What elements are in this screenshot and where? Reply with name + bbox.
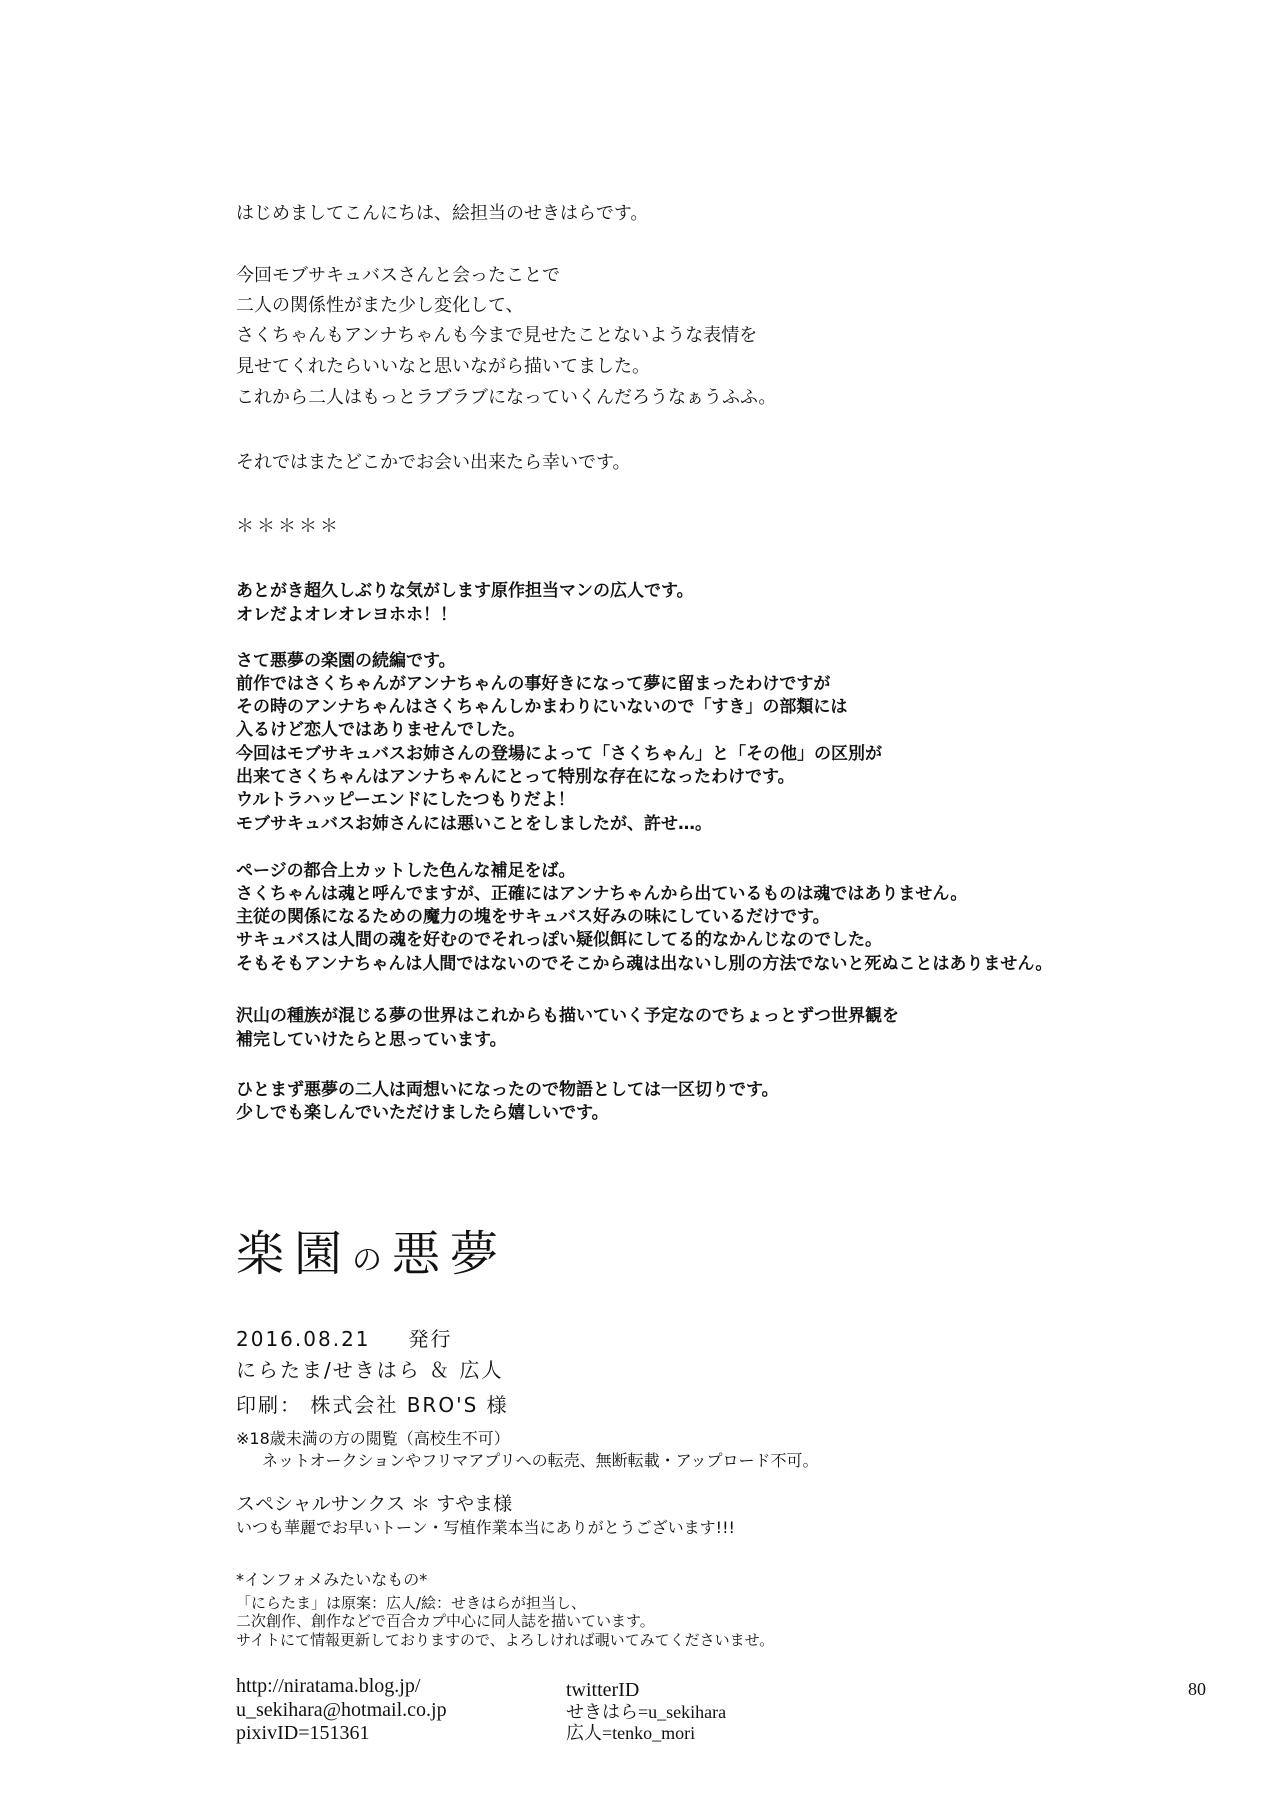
afterword-line: ひとまず悪夢の二人は両想いになったので物語としては一区切りです。 <box>236 1080 779 1100</box>
printer: 印刷： 株式会社 BRO'S 様 <box>236 1393 509 1417</box>
issue-date-line <box>236 1329 453 1349</box>
info-line: 「にらたま」は原案：広人/絵：せきはらが担当し、 <box>236 1594 587 1612</box>
special-thanks-title: スペシャルサンクス ＊ すやま様 <box>236 1493 513 1515</box>
email: u_sekihara@hotmail.co.jp <box>236 1699 447 1721</box>
afterword-line: サキュバスは人間の魂を好むのでそれっぽい疑似餌にしてる的なかんじなのでした。 <box>236 930 882 950</box>
afterword-line: モブサキュバスお姉さんには悪いことをしましたが、許せ…。 <box>236 814 712 834</box>
afterword-line: さくちゃんは魂と呼んでますが、正確にはアンナちゃんから出ているものは魂ではありません。 <box>236 884 968 904</box>
special-thanks-text: いつも華麗でお早いトーン・写植作業本当にありがとうございます!!! <box>236 1518 735 1537</box>
greeting-line: 今回モブサキュバスさんと会ったことで <box>236 265 560 286</box>
afterword-line: 前作ではさくちゃんがアンナちゃんの事好きになって夢に留まったわけですが <box>236 674 831 694</box>
afterword-line: ウルトラハッピーエンドにしたつもりだよ！ <box>236 790 575 810</box>
afterword-line: 補完していけたらと思っています。 <box>236 1030 507 1050</box>
blog-url: http://niratama.blog.jp/ <box>236 1675 421 1697</box>
afterword-line: さて悪夢の楽園の続編です。 <box>236 651 456 671</box>
greeting-line: さくちゃんもアンナちゃんも今まで見せたことないような表情を <box>236 325 758 346</box>
afterword-line: その時のアンナちゃんはさくちゃんしかまわりにいないので「すき」の部類には <box>236 697 848 717</box>
afterword-line: 沢山の種族が混じる夢の世界はこれからも描いていく予定なのでちょっとずつ世界観を <box>236 1006 899 1026</box>
book-title-part: 楽園 <box>236 1226 353 1282</box>
afterword-line: 出来てさくちゃんはアンナちゃんにとって特別な存在になったわけです。 <box>236 767 795 787</box>
afterword-line: オレだよオレオレヨホホ！！ <box>236 605 457 625</box>
page-number: 80 <box>1188 1679 1206 1699</box>
greeting-line: 二人の関係性がまた少し変化して、 <box>236 295 524 316</box>
greeting-line: これから二人はもっとラブラブになっていくんだろうなぁうふふ。 <box>236 387 777 408</box>
greeting-line: はじめましてこんにちは、絵担当のせきはらです。 <box>236 203 649 224</box>
book-title-part: 悪夢 <box>392 1226 509 1282</box>
greeting-line: 見せてくれたらいいなと思いながら描いてました。 <box>236 356 650 377</box>
afterword-line: 入るけど恋人ではありませんでした。 <box>236 720 525 740</box>
info-line: サイトにて情報更新しておりますので、よろしければ覗いてみてくださいませ。 <box>236 1631 775 1649</box>
authors: にらたま/せきはら ＆ 広人 <box>236 1358 504 1382</box>
twitter-hiroto: 広人=tenko_mori <box>566 1723 696 1743</box>
book-title-particle: の <box>352 1243 393 1278</box>
greeting-line: それではまたどこかでお会い出来たら幸いです。 <box>236 452 631 473</box>
twitter-sekihara: せきはら=u_sekihara <box>566 1702 727 1722</box>
issue-date: 2016.08.21 <box>236 1327 371 1351</box>
pixiv-id: pixivID=151361 <box>236 1722 370 1744</box>
issued-label: 発行 <box>408 1327 453 1351</box>
afterword-line: そもそもアンナちゃんは人間ではないのでそこから魂は出ないし別の方法でないと死ぬことはありません。 <box>236 954 1053 974</box>
resale-notice: ネットオークションやフリマアプリへの転売、無断転載・アップロード不可。 <box>262 1451 819 1470</box>
twitter-label: twitterID <box>566 1679 640 1701</box>
book-title <box>236 1226 509 1282</box>
age-notice: ※18歳未満の方の閲覧（高校生不可） <box>236 1429 510 1448</box>
afterword-line: ページの都合上カットした色んな補足をば。 <box>236 861 576 881</box>
separator-asterisks: ＊＊＊＊＊ <box>236 516 341 537</box>
afterword-line: あとがき超久しぶりな気がします原作担当マンの広人です。 <box>236 581 694 601</box>
info-line: 二次創作、創作などで百合カプ中心に同人誌を描いています。 <box>236 1612 655 1630</box>
afterword-line: 少しでも楽しんでいただけましたら嬉しいです。 <box>236 1103 609 1123</box>
afterword-line: 今回はモブサキュバスお姉さんの登場によって「さくちゃん」と「その他」の区別が <box>236 744 882 764</box>
info-title: *インフォメみたいなもの* <box>236 1570 428 1589</box>
afterword-line: 主従の関係になるための魔力の塊をサキュバス好みの味にしているだけです。 <box>236 907 830 927</box>
